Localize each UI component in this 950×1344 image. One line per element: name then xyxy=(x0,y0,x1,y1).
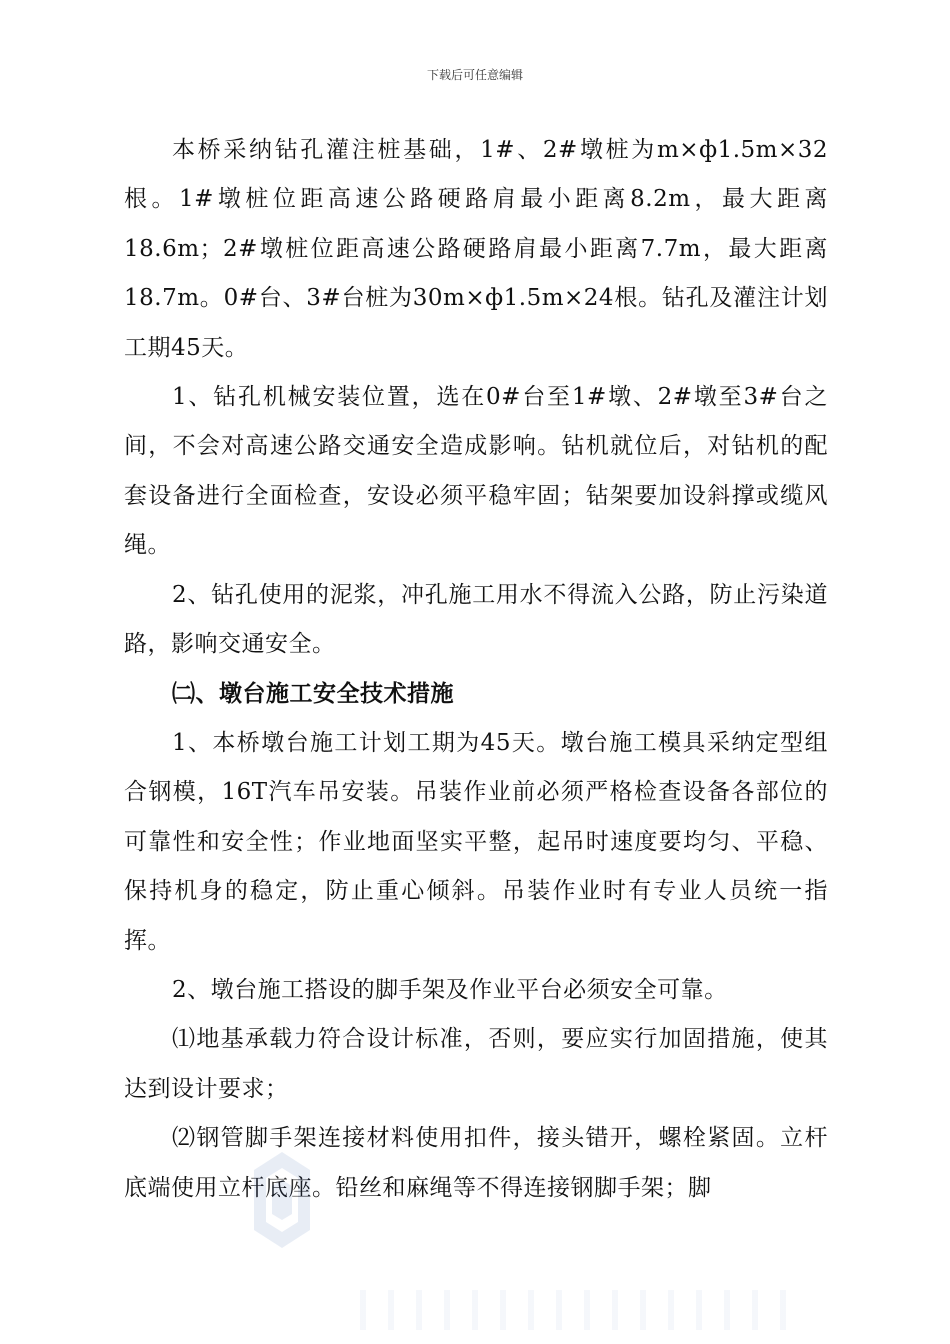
paragraph-pile-foundation: 本桥采纳钻孔灌注桩基础，1#、2#墩桩为m×ф1.5m×32根。1#墩桩位距高速公路硬路肩最小距离8.2m，最大距离18.6m；2#墩桩位距高速公路硬路肩最小距离7.7m，最大距离18.7m。0#台、3#台桩为30m×ф1.5m×24根。钻孔及灌注计划工期45天。 xyxy=(124,137,828,361)
section-heading-pier-safety: ㈡、墩台施工安全技术措施 xyxy=(172,680,454,708)
paragraph-pier-schedule: 1、本桥墩台施工计划工期为45天。墩台施工模具采纳定型组合钢模，16T汽车吊安装。吊装作业前必须严格检查设备各部位的可靠性和安全性；作业地面坚实平整，起吊时速度要均匀、平稳、保持机身的稳定，防止重心倾斜。吊装作业时有专业人员统一指挥。 xyxy=(124,729,828,954)
watermark-logo xyxy=(252,1150,312,1250)
page-header: 下载后可任意编辑 xyxy=(426,68,523,82)
watermark-band xyxy=(360,1290,800,1330)
paragraph-scaffold-requirement: 2、墩台施工搭设的脚手架及作业平台必须安全可靠。 xyxy=(172,976,728,1003)
paragraph-foundation-capacity: ⑴地基承载力符合设计标准，否则，要应实行加固措施，使其达到设计要求； xyxy=(124,1026,828,1102)
paragraph-steel-scaffold: ⑵钢管脚手架连接材料使用扣件，接头错开，螺栓紧固。立杆底端使用立杆底座。铅丝和麻绳等不得连接钢脚手架；脚 xyxy=(124,1125,828,1201)
document-body xyxy=(124,126,828,1213)
paragraph-drilling-position: 1、钻孔机械安装位置，选在0#台至1#墩、2#墩至3#台之间，不会对高速公路交通安全造成影响。钻机就位后，对钻机的配套设备进行全面检查，安设必须平稳牢固；钻架要加设斜撑或缆风绳。 xyxy=(124,384,828,559)
paragraph-mud-control: 2、钻孔使用的泥浆，冲孔施工用水不得流入公路，防止污染道路，影响交通安全。 xyxy=(124,581,828,658)
